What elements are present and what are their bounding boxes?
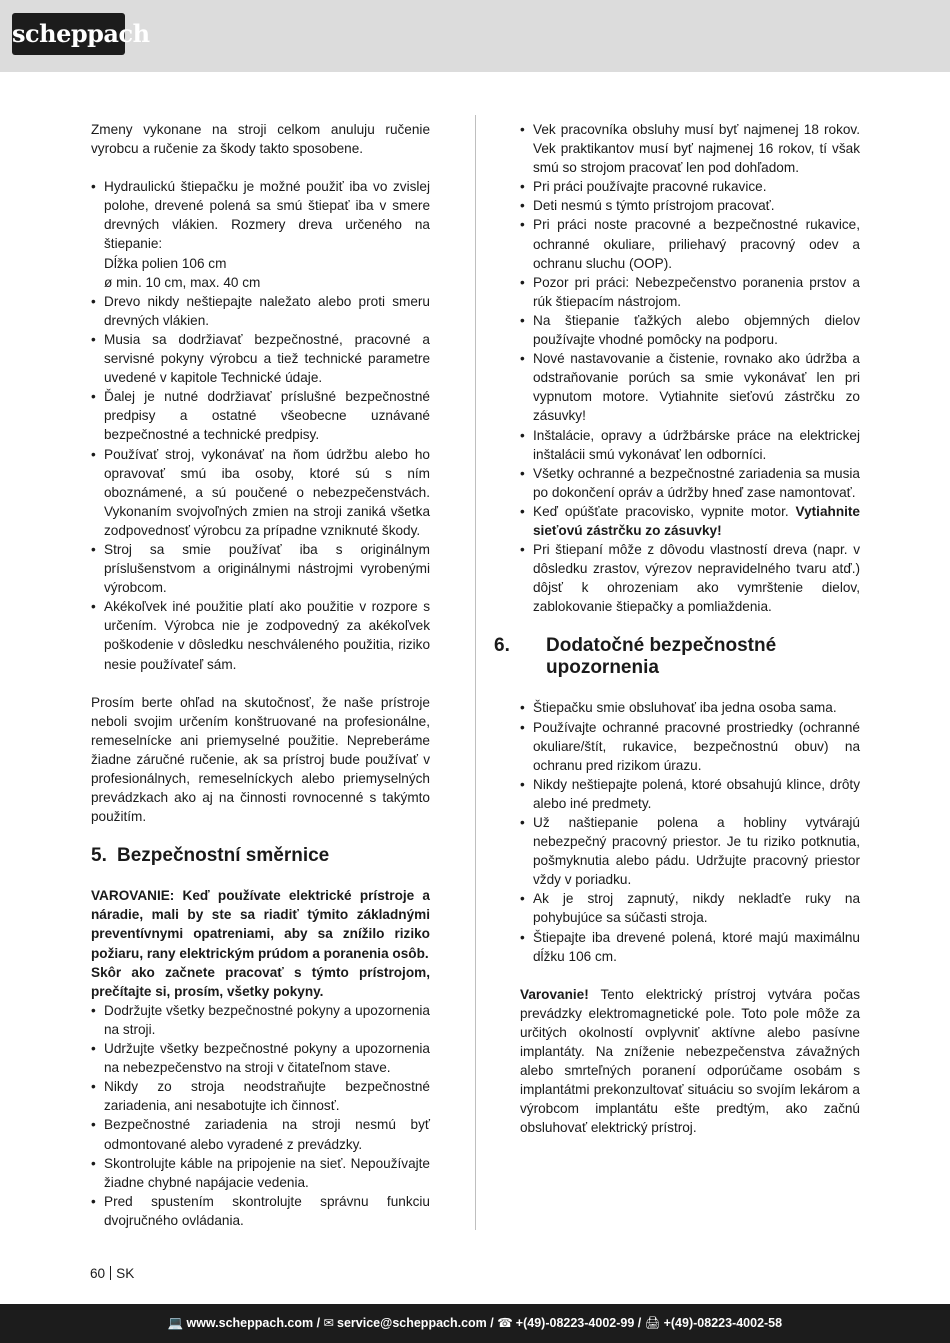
list-item: • Nové nastavovanie a čistenie, rovnako ako údržba a odstraňovanie porúch sa smie vykonávať len pri vypnutom motore. Vytiahnite sieťovú zástrčku zo zásuvky! bbox=[520, 349, 860, 425]
phone-icon: ☎ bbox=[497, 1316, 513, 1330]
scheppach-logo: scheppach bbox=[12, 13, 125, 55]
list-item: • Musia sa dodržiavať bezpečnostné, pracovné a servisné pokyny výrobcu a tiež technické parametre uvedené v kapitole Technické údaje. bbox=[91, 330, 430, 387]
computer-icon: 💻 bbox=[167, 1316, 184, 1330]
list-item: • Na štiepanie ťažkých alebo objemných dielov používajte vhodné pomôcky na podporu. bbox=[520, 311, 860, 349]
additional-safety-list bbox=[520, 698, 860, 965]
list-item: • Hydraulickú štiepačku je možné použiť iba vo zvislej polohe, drevené polená sa smú štiepať iba v smere drevných vlákien. Rozmery dreva určeného na štiepanie: Dĺžka polien 106 cm ø min. 10 cm, max. 40 cm bbox=[91, 177, 430, 292]
list-item: • Drevo nikdy neštiepajte naležato alebo proti smeru drevných vlákien. bbox=[91, 292, 430, 330]
list-item: • Štiepajte iba drevené polená, ktoré majú maximálnu dĺžku 106 cm. bbox=[520, 928, 860, 966]
emf-warning-paragraph: Varovanie! Tento elektrický prístroj vytvára počas prevádzky elektromagnetické pole. Toto pole môže za určitých okolností ovplyvniť aktívne alebo pasívne implantáty. Na zníženie nebezpečenstva závažných alebo smrteľných poranení odporúčame osobám s implantátmi prekonzultovať situáciu so svojím lekárom a výrobcom implantátu ešte predtým, ako začnú obsluhovať elektrický prístroj. bbox=[520, 986, 860, 1136]
footer-bar: 💻 www.scheppach.com / ✉ service@scheppach.com / ☎ +(49)-08223-4002-99 / 🖨 +(49)-08223-4002-58 bbox=[0, 1304, 950, 1343]
list-item: • Vek pracovníka obsluhy musí byť najmenej 18 rokov. Vek praktikantov musí byť najmenej 16 rokov, tí však smú so strojom pracovať len pod dohľadom. bbox=[520, 120, 860, 177]
list-item: • Pozor pri práci: Nebezpečenstvo poranenia prstov a rúk štiepacím nástrojom. bbox=[520, 273, 860, 311]
list-item: • Keď opúšťate pracovisko, vypnite motor. Vytiahnite sieťovú zástrčku zo zásuvky! bbox=[520, 502, 860, 540]
email-icon: ✉ bbox=[323, 1316, 335, 1330]
list-item: • Už naštiepanie polena a hobliny vytvárajú nebezpečný pracovný priestor. Je tu riziko potknutia, pošmyknutia alebo pádu. Udržujte pracovný priestor vždy v poriadku. bbox=[520, 813, 860, 889]
list-item: • Nikdy neštiepajte polená, ktoré obsahujú klince, drôty alebo iné predmety. bbox=[520, 775, 860, 813]
list-item: • Deti nesmú s týmto prístrojom pracovať. bbox=[520, 196, 860, 215]
list-item: • Skontrolujte káble na pripojenie na sieť. Nepoužívajte žiadne chybné napájacie vedenia. bbox=[91, 1154, 430, 1192]
list-item: • Pri štiepaní môže z dôvodu vlastností dreva (napr. v dôsledku zrastov, výrezov nepravidelného tvaru atď.) dôjsť k ohrozeniam ako vymrštenie dielov, zablokovanie štiepačky a pomliaždenia. bbox=[520, 540, 860, 616]
list-item: • Pred spustením skontrolujte správnu funkciu dvojručného ovládania. bbox=[91, 1192, 430, 1230]
section-5-heading: 5. Bezpečnostní směrnice bbox=[91, 845, 330, 867]
email-link[interactable]: service@scheppach.com bbox=[337, 1316, 487, 1330]
right-column bbox=[494, 120, 860, 1138]
list-item: • Nikdy zo stroja neodstraňujte bezpečnostné zariadenia, ani nesabotujte ich činnosť. bbox=[91, 1077, 430, 1115]
list-item: • Pri práci noste pracovné a bezpečnostné rukavice, ochranné okuliare, priliehavý pracovný odev a ochranu sluchu (OOP). bbox=[520, 215, 860, 272]
list-item: • Pri práci používajte pracovné rukavice. bbox=[520, 177, 860, 196]
intro-paragraph: Zmeny vykonane na stroji celkom anuluju ručenie vyrobcu a ručenie za škody takto sposobene. bbox=[91, 122, 430, 157]
list-item: • Ak je stroj zapnutý, nikdy nekladťe ruky na pohybujúce sa súčasti stroja. bbox=[520, 889, 860, 927]
list-item: • Inštalácie, opravy a údržbárske práce na elektrickej inštalácii smú vykonávať len odborníci. bbox=[520, 426, 860, 464]
warning-paragraph: VAROVANIE: Keď používate elektrické prístroje a náradie, mali by ste sa riadiť týmito základnými preventívnymi opatreniami, aby sa znížilo riziko požiaru, rany elektrickým prúdom a poranenia osôb. Skôr ako začnete pracovať s týmto prístrojom, prečítajte si, prosím, všetky pokyny. bbox=[91, 888, 430, 999]
professional-use-paragraph: Prosím berte ohľad na skutočnosť, že naše prístroje neboli svojim určením konštruované na profesionálne, remeselnícke ani priemyselné použitie. Nepreberáme žiadne záručné ručenie, ak sa prístroj bude používať v profesionálnych, remeselníckych alebo priemyselných prevádzkach ako aj na činnosti rovnocenné s takýmto použitím. bbox=[91, 694, 430, 825]
list-item: • Bezpečnostné zariadenia na stroji nesmú byť odmontované alebo vyradené z prevádzky. bbox=[91, 1115, 430, 1153]
phone-number: +(49)-08223-4002-99 bbox=[515, 1316, 635, 1330]
column-divider bbox=[475, 115, 476, 1230]
header-bar bbox=[0, 0, 950, 72]
list-item: • Štiepačku smie obsluhovať iba jedna osoba sama. bbox=[520, 698, 860, 717]
fax-number: +(49)-08223-4002-58 bbox=[663, 1316, 783, 1330]
usage-list bbox=[91, 177, 430, 673]
list-item: • Všetky ochranné a bezpečnostné zariadenia sa musia po dokončení opráv a údržby hneď zase namontovať. bbox=[520, 464, 860, 502]
list-item: • Používať stroj, vykonávať na ňom údržbu alebo ho opravovať smú iba osoby, ktoré sú s ním oboznámené, a sú poučené o nebezpečenstvách. Vykonaním svojvoľných zmien na stroji zaniká všetka zodpovednosť výrobcu za prípadne vzniknuté škody. bbox=[91, 445, 430, 540]
fax-icon: 🖨 bbox=[644, 1316, 661, 1330]
list-item: • Udržujte všetky bezpečnostné pokyny a upozornenia na nebezpečenstvo na stroji v čitateľnom stave. bbox=[91, 1039, 430, 1077]
left-column bbox=[91, 120, 430, 1230]
page-number: 60 SK bbox=[90, 1266, 135, 1281]
list-item: • Akékoľvek iné použitie platí ako použitie v rozpore s určením. Výrobca nie je zodpovedný za akékoľvek poškodenie v dôsledku neschváleného použitia, riziko nesie používateľ sám. bbox=[91, 597, 430, 673]
website-link[interactable]: www.scheppach.com bbox=[186, 1316, 314, 1330]
list-item: • Ďalej je nutné dodržiavať príslušné bezpečnostné predpisy a ostatné všeobecne uznávané bezpečnostné a technické predpisy. bbox=[91, 387, 430, 444]
operator-list bbox=[520, 120, 860, 616]
section-6-heading: 6. Dodatočné bezpečnostné upozornenia bbox=[494, 635, 777, 679]
dim-diameter: ø min. 10 cm, max. 40 cm bbox=[104, 274, 261, 290]
list-item: • Dodržujte všetky bezpečnostné pokyny a upozornenia na stroji. bbox=[91, 1001, 430, 1039]
dim-length: Dĺžka polien 106 cm bbox=[104, 255, 227, 271]
list-item: • Používajte ochranné pracovné prostriedky (ochranné okuliare/štít, rukavice, bezpečnostnú obuv) na ochranu pred rizikom úrazu. bbox=[520, 718, 860, 775]
list-item: • Stroj sa smie používať iba s originálnym príslušenstvom a originálnymi nástrojmi vyrobenými výrobcom. bbox=[91, 540, 430, 597]
safety-list bbox=[91, 1001, 430, 1230]
